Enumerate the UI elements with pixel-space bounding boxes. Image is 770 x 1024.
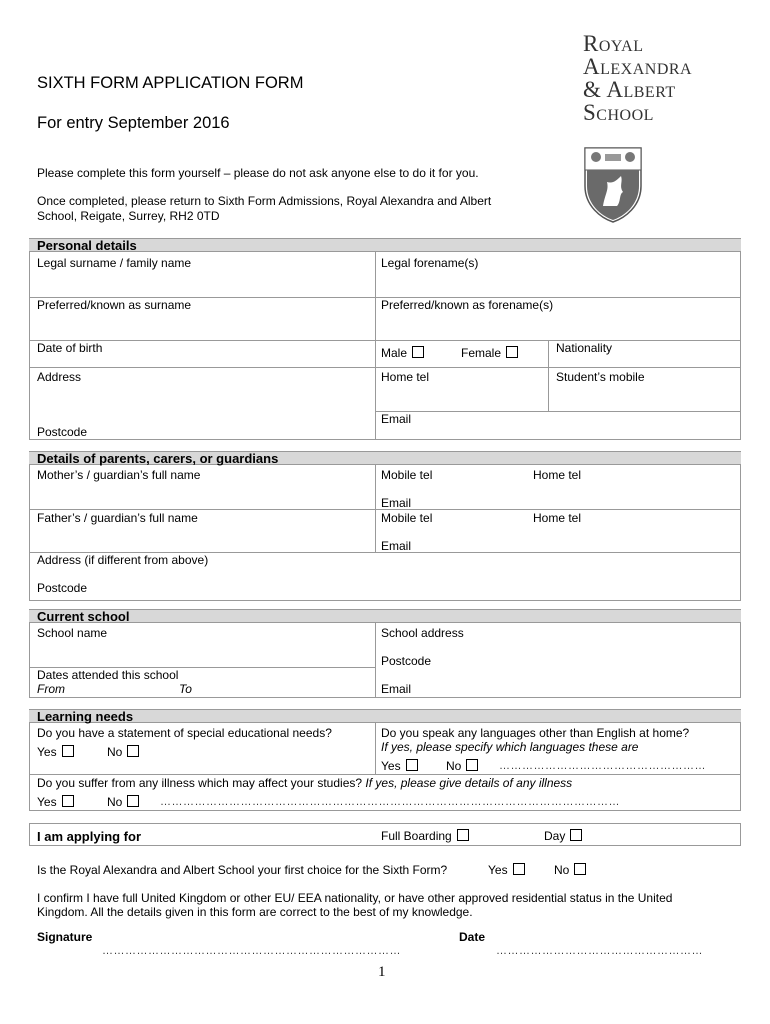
address-field[interactable]: Address	[37, 370, 82, 384]
logo-line-4: School	[583, 100, 654, 125]
date-label: Date	[459, 930, 486, 944]
parent-postcode-field[interactable]: Postcode	[37, 581, 88, 595]
language-no-label: No	[446, 759, 462, 773]
male-option[interactable]	[381, 346, 424, 360]
first-choice-no-option[interactable]	[554, 863, 586, 877]
date-line[interactable]: ………………………………………………	[496, 945, 703, 957]
first-choice-no-checkbox[interactable]	[574, 863, 586, 875]
page-number: 1	[378, 964, 386, 980]
illness-yes-option[interactable]	[37, 795, 74, 809]
confirmation-line-2: Kingdom. All the details given in this form are correct to the best of my knowledge.	[37, 905, 473, 919]
intro-return-line2: School, Reigate, Surrey, RH2 0TD	[37, 209, 220, 223]
female-checkbox[interactable]	[506, 346, 518, 358]
school-name-field[interactable]: School name	[37, 626, 108, 640]
full-boarding-option[interactable]	[381, 829, 469, 843]
needs-header-bar	[29, 709, 741, 723]
logo-line-3: & Albert	[583, 77, 676, 102]
illness-question-text: Do you suffer from any illness which may affect your studies?	[37, 776, 363, 790]
full-boarding-label: Full Boarding	[381, 829, 452, 843]
female-label: Female	[461, 346, 502, 360]
first-choice-yes-checkbox[interactable]	[513, 863, 525, 875]
mother-mobile-field[interactable]: Mobile tel	[381, 468, 433, 482]
school-email-field[interactable]: Email	[381, 682, 412, 696]
first-choice-yes-option[interactable]	[488, 863, 525, 877]
language-yes-checkbox[interactable]	[406, 759, 418, 771]
father-email-field[interactable]: Email	[381, 539, 412, 553]
preferred-surname-field[interactable]: Preferred/known as surname	[37, 298, 192, 312]
logo-line-1: Royal	[583, 31, 644, 56]
language-yes-label: Yes	[381, 759, 401, 773]
form-subtitle: For entry September 2016	[37, 114, 230, 132]
day-label: Day	[544, 829, 566, 843]
school-address-field[interactable]: School address	[381, 626, 464, 640]
illness-details-line[interactable]: …………………………………………………………………………………………………………	[160, 796, 620, 808]
sen-yes-label: Yes	[37, 745, 57, 759]
father-home-tel-field[interactable]: Home tel	[533, 511, 582, 525]
illness-hint: If yes, please give details of any illness	[365, 776, 573, 790]
language-no-checkbox[interactable]	[466, 759, 478, 771]
signature-line[interactable]: ……………………………………………………………………	[102, 945, 401, 957]
male-checkbox[interactable]	[412, 346, 424, 358]
school-crest-icon	[583, 146, 643, 224]
applying-for-title: I am applying for	[37, 829, 142, 844]
illness-no-label: No	[107, 795, 123, 809]
mother-name-field[interactable]: Mother’s / guardian’s full name	[37, 468, 201, 482]
dates-attended-label: Dates attended this school	[37, 668, 179, 682]
legal-forename-field[interactable]: Legal forename(s)	[381, 256, 479, 270]
mother-home-tel-field[interactable]: Home tel	[533, 468, 582, 482]
language-yes-option[interactable]	[381, 759, 418, 773]
sen-yes-option[interactable]	[37, 745, 74, 759]
sen-no-label: No	[107, 745, 123, 759]
home-tel-field[interactable]: Home tel	[381, 370, 430, 384]
first-choice-yes-label: Yes	[488, 863, 508, 877]
first-choice-no-label: No	[554, 863, 570, 877]
date-of-birth-field[interactable]: Date of birth	[37, 341, 103, 355]
school-header-bar	[29, 609, 741, 623]
sen-no-checkbox[interactable]	[127, 745, 139, 757]
school-postcode-field[interactable]: Postcode	[381, 654, 432, 668]
sen-yes-checkbox[interactable]	[62, 745, 74, 757]
illness-question	[37, 776, 572, 790]
student-mobile-field[interactable]: Student’s mobile	[556, 370, 645, 384]
sen-no-option[interactable]	[107, 745, 139, 759]
sen-question: Do you have a statement of special educational needs?	[37, 726, 332, 740]
parents-section-title: Details of parents, carers, or guardians	[37, 451, 279, 466]
date-from-field[interactable]: From	[37, 682, 65, 696]
preferred-forename-field[interactable]: Preferred/known as forename(s)	[381, 298, 554, 312]
illness-no-option[interactable]	[107, 795, 139, 809]
mother-email-field[interactable]: Email	[381, 496, 412, 510]
form-title: SIXTH FORM APPLICATION FORM	[37, 74, 304, 92]
parent-address-field[interactable]: Address (if different from above)	[37, 553, 209, 567]
language-details-line[interactable]: ………………………………………………	[499, 760, 706, 772]
male-label: Male	[381, 346, 408, 360]
nationality-field[interactable]: Nationality	[556, 341, 613, 355]
intro-instruction: Please complete this form yourself – please do not ask anyone else to do it for you.	[37, 166, 479, 180]
date-to-field[interactable]: To	[179, 682, 192, 696]
female-option[interactable]	[461, 346, 518, 360]
postcode-field[interactable]: Postcode	[37, 425, 88, 439]
school-logo-text	[583, 32, 692, 124]
confirmation-line-1: I confirm I have full United Kingdom or other EU/ EEA nationality, or have other approved residential status in the United	[37, 891, 673, 905]
father-name-field[interactable]: Father’s / guardian’s full name	[37, 511, 198, 525]
needs-section-title: Learning needs	[37, 709, 134, 724]
day-checkbox[interactable]	[570, 829, 582, 841]
father-mobile-field[interactable]: Mobile tel	[381, 511, 433, 525]
full-boarding-checkbox[interactable]	[457, 829, 469, 841]
legal-surname-field[interactable]: Legal surname / family name	[37, 256, 192, 270]
illness-no-checkbox[interactable]	[127, 795, 139, 807]
day-option[interactable]	[544, 829, 582, 843]
illness-yes-label: Yes	[37, 795, 57, 809]
language-no-option[interactable]	[446, 759, 478, 773]
logo-line-2: Alexandra	[583, 54, 693, 79]
personal-section-title: Personal details	[37, 238, 137, 253]
school-section-title: Current school	[37, 609, 130, 624]
illness-yes-checkbox[interactable]	[62, 795, 74, 807]
first-choice-question: Is the Royal Alexandra and Albert School your first choice for the Sixth Form?	[37, 863, 448, 877]
intro-return-line1: Once completed, please return to Sixth Form Admissions, Royal Alexandra and Albert	[37, 194, 492, 208]
signature-label: Signature	[37, 930, 93, 944]
email-field[interactable]: Email	[381, 412, 412, 426]
language-hint: If yes, please specify which languages these are	[381, 740, 639, 754]
language-question: Do you speak any languages other than English at home?	[381, 726, 690, 740]
